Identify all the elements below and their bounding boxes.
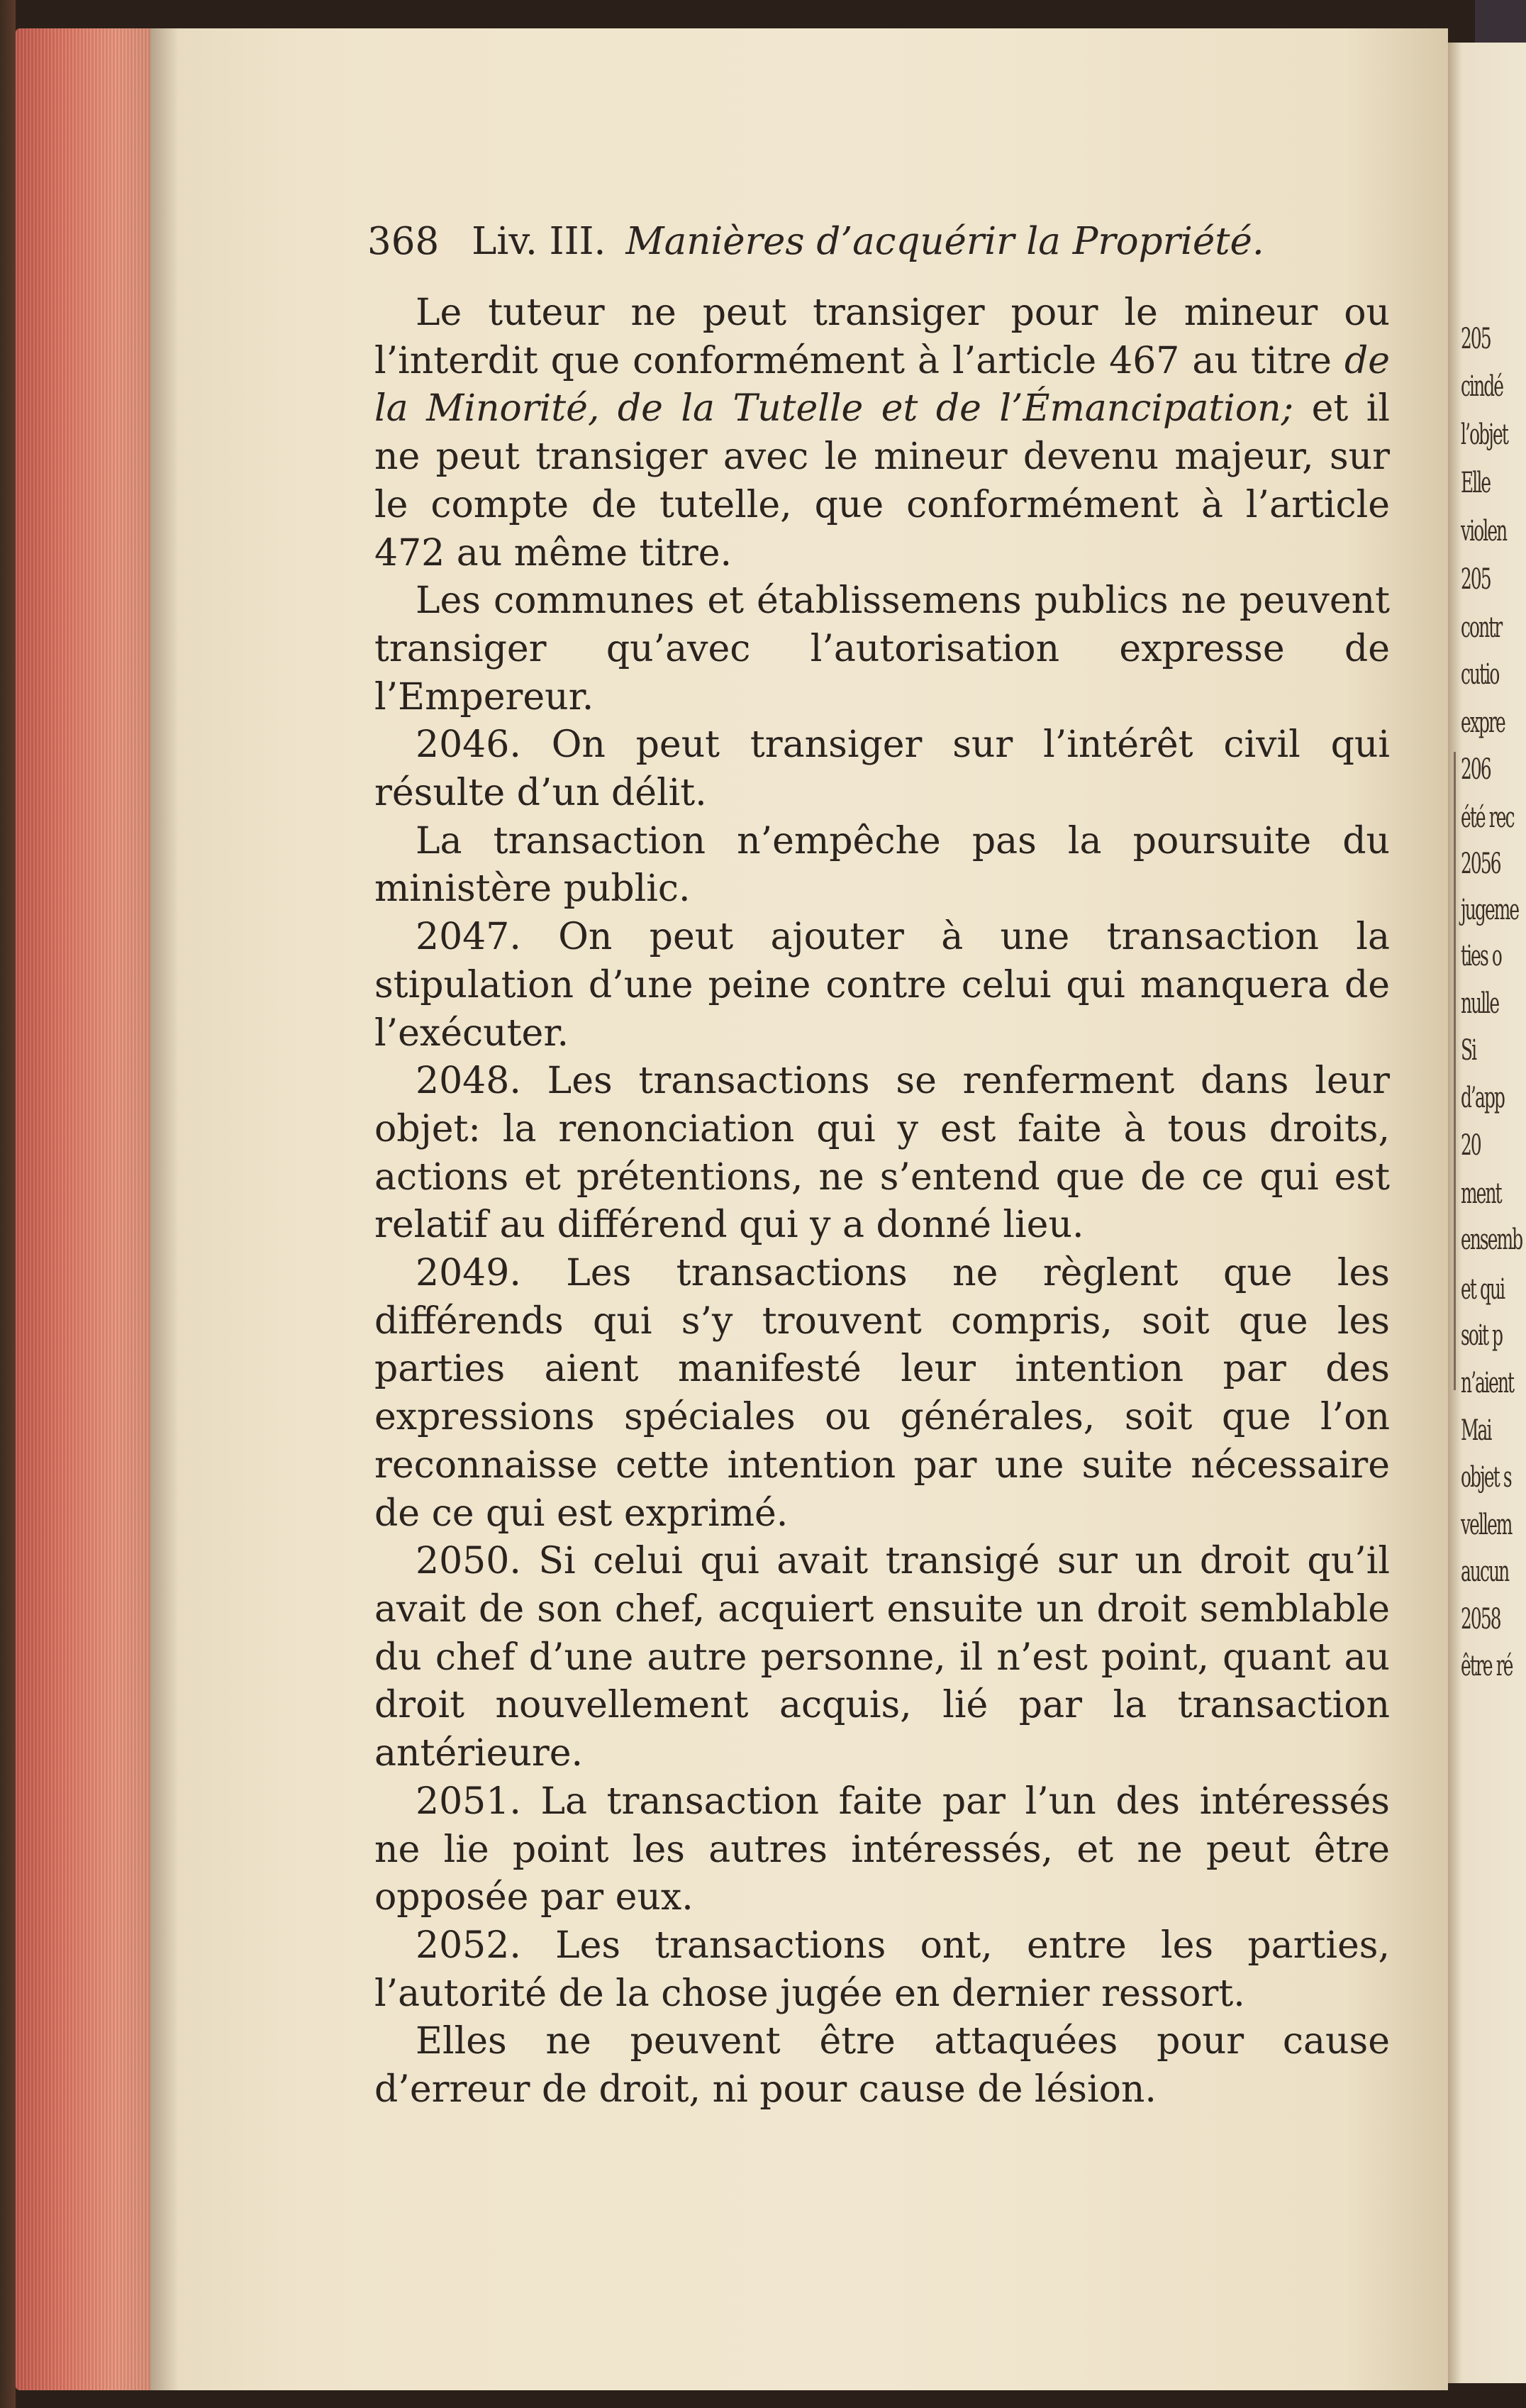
article-2052: 2052. Les transactions ont, entre les parties, l’autorité de la chose jugée en dernier ressort. — [374, 1924, 1390, 2015]
page-body — [374, 289, 1390, 2114]
facing-fragment: et qui — [1461, 1273, 1505, 1306]
facing-fragment: ensemb — [1461, 1224, 1522, 1256]
paragraph: Les communes et établissemens publics ne peuvent transiger qu’avec l’autorisation expresse de l’Empereur. — [374, 579, 1390, 718]
facing-fragment: expre — [1461, 706, 1505, 739]
book-cover-right — [1475, 0, 1526, 43]
paragraph: La transaction n’empêche pas la poursuite du ministère public. — [374, 819, 1390, 911]
article-2046: 2046. On peut transiger sur l’intérêt civil qui résulte d’un délit. — [374, 723, 1390, 815]
paragraph — [374, 289, 1390, 577]
facing-fragment: violen — [1461, 515, 1507, 548]
paragraph: Elles ne peuvent être attaquées pour cause d’erreur de droit, ni pour cause de lésion. — [374, 2020, 1390, 2112]
facing-page-rule — [1454, 752, 1456, 1390]
facing-fragment: 2058 — [1461, 1603, 1500, 1636]
facing-fragment: 2056 — [1461, 848, 1500, 880]
book-label: Liv. III. — [472, 220, 606, 263]
article-2047: 2047. On peut ajouter à une transaction la stipulation d’une peine contre celui qui manquera de l’exécuter. — [374, 916, 1390, 1055]
article-2051: 2051. La transaction faite par l’un des intéressés ne lie point les autres intéressés, et ne peut être opposée par eux. — [374, 1780, 1390, 1919]
facing-fragment: cutio — [1461, 658, 1499, 691]
facing-fragment: 206 — [1461, 753, 1491, 786]
page-edges — [16, 28, 150, 2390]
facing-fragment: été rec — [1461, 801, 1514, 834]
facing-fragment: ties o — [1461, 940, 1501, 972]
facing-fragment: Mai — [1461, 1414, 1491, 1447]
facing-fragment: objet s — [1461, 1461, 1511, 1494]
facing-fragment: ment — [1461, 1177, 1501, 1210]
facing-fragment: Si — [1461, 1034, 1476, 1067]
paragraph-text: Le tuteur ne peut transiger pour le mineur ou l’interdit que conformément à l’article 467 au titre — [374, 292, 1390, 382]
facing-fragment: 20 — [1461, 1129, 1481, 1162]
facing-fragment: être ré — [1461, 1650, 1513, 1682]
facing-fragment: cindé — [1461, 370, 1503, 403]
facing-fragment: 205 — [1461, 323, 1491, 355]
gutter-shadow — [150, 28, 179, 2390]
facing-fragment: n’aient — [1461, 1367, 1514, 1399]
facing-fragment: soit p — [1461, 1319, 1503, 1352]
running-head — [367, 220, 1289, 263]
article-2048: 2048. Les transactions se renferment dans leur objet: la renonciation qui y est faite à tous droits, actions et prétentions, ne s’entend que de ce qui est relatif au différend qui y a donné lieu. — [374, 1060, 1390, 1247]
article-2050: 2050. Si celui qui avait transigé sur un droit qu’il avait de son chef, acquiert ensuite un droit semblable du chef d’une autre personne, il n’est point, quant au droit nouvellement acquis, lié par la transaction antérieure. — [374, 1540, 1390, 1775]
facing-fragment: jugeme — [1461, 894, 1519, 926]
article-2049: 2049. Les transactions ne règlent que les différends qui s’y trouvent compris, soit que les parties aient manifesté leur intention par des expressions spéciales ou générales, soit que l’on reconnaisse cette intention par une suite nécessaire de ce qui est exprimé. — [374, 1252, 1390, 1535]
facing-fragment: aucun — [1461, 1555, 1509, 1588]
facing-fragment: contr — [1461, 611, 1502, 644]
book-cover-left — [0, 0, 16, 2408]
paragraph-text: et il ne peut transiger avec le mineur devenu majeur, sur le compte de tutelle, que conformément à l’article 472 au même titre. — [374, 387, 1390, 575]
facing-fragment: Elle — [1461, 467, 1491, 499]
page-number: 368 — [367, 220, 440, 263]
facing-fragment: l’objet — [1461, 418, 1508, 451]
facing-fragment: nulle — [1461, 987, 1499, 1020]
facing-page — [1448, 43, 1526, 2383]
facing-fragment: d’app — [1461, 1082, 1505, 1114]
running-title: Manières d’acquérir la Propriété. — [625, 220, 1264, 263]
facing-fragment: vellem — [1461, 1509, 1512, 1541]
italic-title: de la Minorité, de la Tutelle et de l’Émancipation; — [374, 339, 1390, 431]
facing-fragment: 205 — [1461, 563, 1491, 596]
